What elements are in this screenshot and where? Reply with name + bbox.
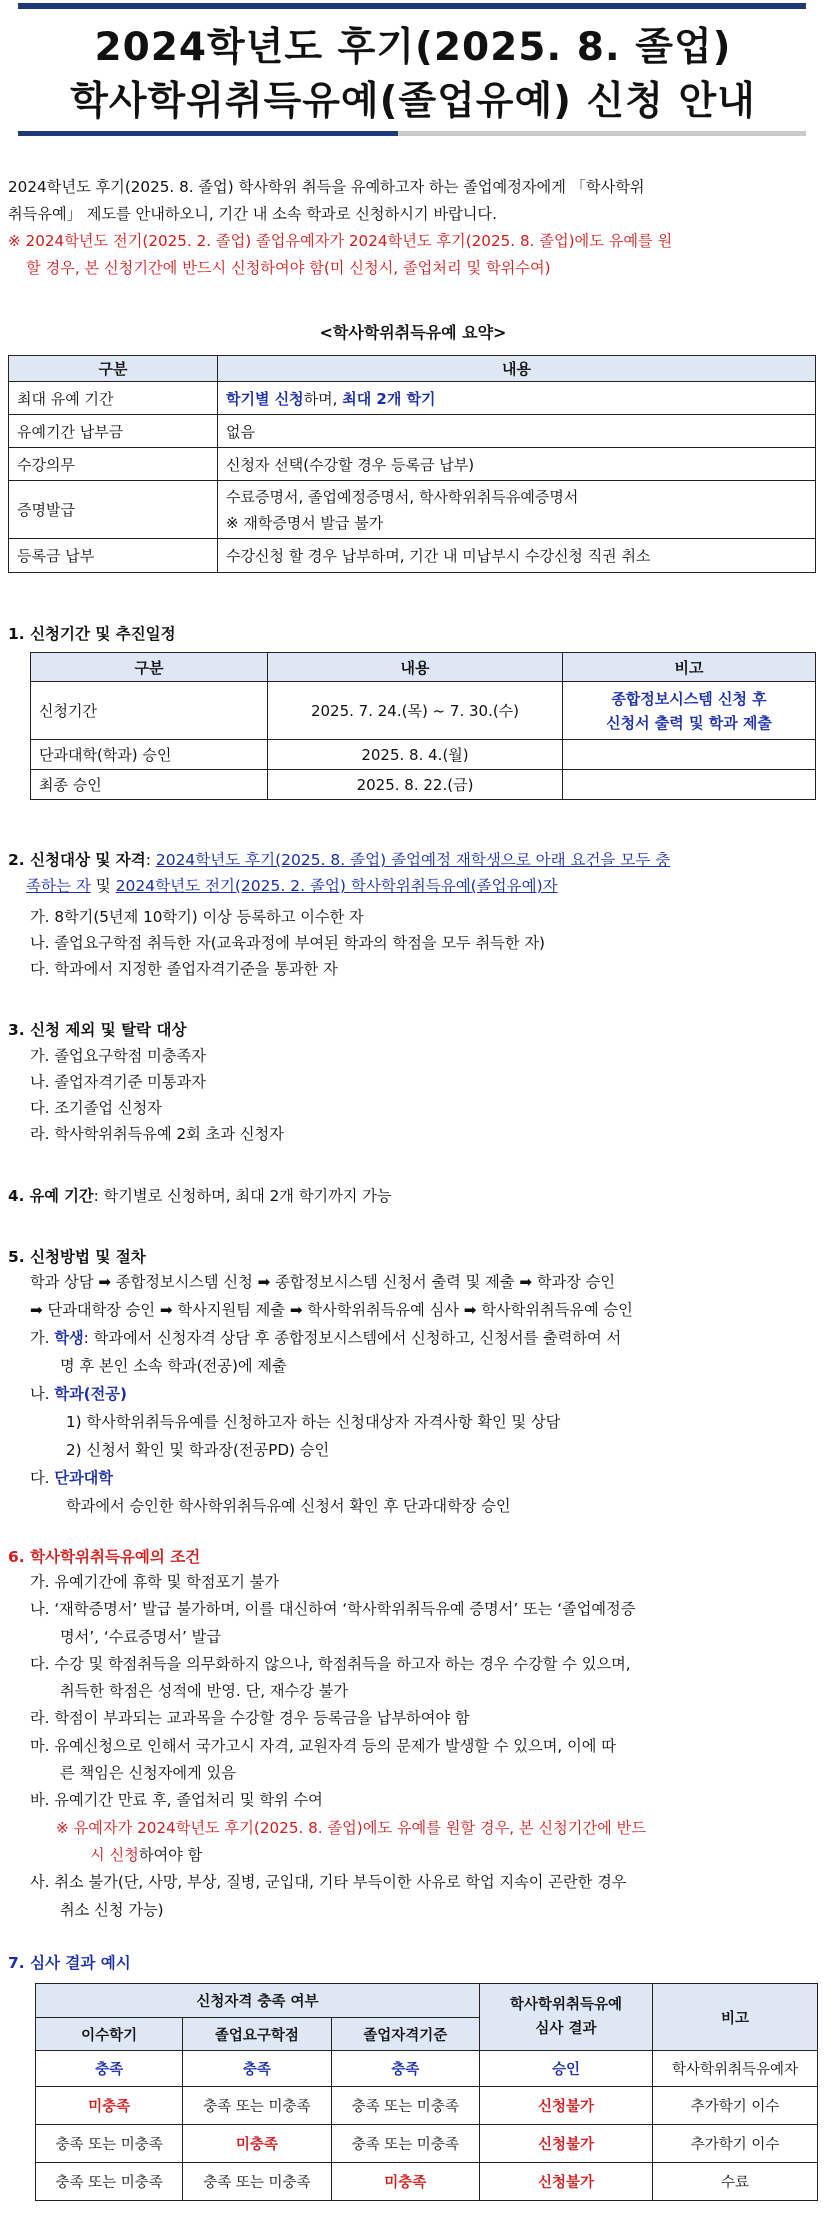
section-6-list (30, 1569, 820, 1924)
section-2-title: 2. 신청대상 및 자격: 2024학년도 후기(2025. 8. 졸업) 졸업예정 재학생으로 아래 요건을 모두 충 족하는 자 및 2024학년도 전기(2025. 2. 졸업) 학사학위취득유예(졸업유예)자 (8, 851, 671, 895)
schedule-label: 최종 승인 (31, 770, 268, 800)
summary-value: 수강신청 할 경우 납부하며, 기간 내 미납부시 수강신청 직권 취소 (218, 539, 816, 573)
summary-value: 수료증명서, 졸업예정증명서, 학사학위취득유예증명서 ※ 재학증명서 발급 불가 (218, 481, 816, 539)
summary-label: 수강의무 (9, 448, 218, 481)
list-item: 명서’, ‘수료증명서’ 발급 (60, 1627, 222, 1646)
process-flow: ➡ 단과대학장 승인 ➡ 학사지원팀 제출 ➡ 학사학위취득유예 심사 ➡ 학사학위취득유예 승인 (30, 1301, 633, 1319)
section-5-body (30, 1268, 820, 1520)
section-4: 4. 유예 기간: 학기별로 신청하며, 최대 2개 학기까지 가능 (8, 1187, 392, 1205)
list-item: 명 후 본인 소속 학과(전공)에 제출 (60, 1357, 287, 1375)
section-7-title: 7. 심사 결과 예시 (8, 1954, 131, 1972)
schedule-header: 비고 (563, 653, 816, 682)
list-item: 마. 유예신청으로 인해서 국가고시 자격, 교원자격 등의 문제가 발생할 수 있으며, 이에 따 (30, 1736, 616, 1755)
top-divider (18, 3, 806, 9)
table-row: 충족 충족 충족 승인 학사학위취득유예자 (36, 2051, 818, 2087)
section-1-title: 1. 신청기간 및 추진일정 (8, 625, 176, 643)
review-header: 졸업요구학점 (183, 2018, 331, 2051)
summary-label: 등록금 납부 (9, 539, 218, 573)
list-item: 다. 수강 및 학점취득을 의무화하지 않으나, 학점취득을 하고자 하는 경우 수강할 수 있으며, (30, 1654, 631, 1673)
schedule-value: 2025. 8. 4.(월) (268, 740, 563, 770)
list-item: 나. 졸업자격기준 미통과자 (30, 1073, 206, 1091)
title-divider-dark (18, 131, 398, 136)
schedule-label: 단과대학(학과) 승인 (31, 740, 268, 770)
list-item: 라. 학사학위취득유예 2회 초과 신청자 (30, 1125, 284, 1143)
list-item: 취득한 학점은 성적에 반영. 단, 재수강 불가 (60, 1682, 349, 1701)
list-item: 가. 유예기간에 휴학 및 학점포기 불가 (30, 1573, 280, 1591)
review-header: 졸업자격기준 (331, 2018, 479, 2051)
summary-label: 유예기간 납부금 (9, 415, 218, 448)
list-item: 가. 8학기(5년제 10학기) 이상 등록하고 이수한 자 (30, 908, 364, 926)
list-item: 라. 학점이 부과되는 교과목을 수강할 경우 등록금을 납부하여야 함 (30, 1709, 470, 1728)
list-note: ※ 유예자가 2024학년도 후기(2025. 8. 졸업)에도 유예를 원할 경우, 본 신청기간에 반드 (56, 1818, 646, 1837)
list-item: 학과에서 승인한 학사학위취득유예 신청서 확인 후 단과대학장 승인 (66, 1497, 511, 1515)
list-item: 다. 학과에서 지정한 졸업자격기준을 통과한 자 (30, 960, 338, 978)
summary-value: 신청자 선택(수강할 경우 등록금 납부) (218, 448, 816, 481)
schedule-label: 신청기간 (31, 682, 268, 740)
list-item: 가. 졸업요구학점 미충족자 (30, 1047, 206, 1065)
list-item: 2) 신청서 확인 및 학과장(전공PD) 승인 (66, 1441, 330, 1459)
summary-label: 증명발급 (9, 481, 218, 539)
summary-header: 내용 (218, 356, 816, 382)
intro-paragraph (8, 174, 818, 282)
section-2-list (30, 904, 820, 982)
schedule-note: 종합정보시스템 신청 후 신청서 출력 및 학과 제출 (563, 682, 816, 740)
list-item: 나. 학과(전공) (30, 1385, 127, 1403)
review-header: 신청자격 충족 여부 (36, 1984, 480, 2018)
section-6-title: 6. 학사학위취득유예의 조건 (8, 1548, 201, 1566)
intro-line: 취득유예」 제도를 안내하오니, 기간 내 소속 학과로 신청하시기 바랍니다. (8, 205, 497, 223)
review-result-table (35, 1983, 818, 2201)
table-row: 미충족 충족 또는 미충족 충족 또는 미충족 신청불가 추가학기 이수 (36, 2087, 818, 2125)
section-5-title: 5. 신청방법 및 절차 (8, 1248, 146, 1266)
list-item: 른 책임은 신청자에게 있음 (60, 1764, 236, 1783)
intro-note: 할 경우, 본 신청기간에 반드시 신청하여야 함(미 신청시, 졸업처리 및 학위수여) (26, 259, 551, 277)
schedule-header: 내용 (268, 653, 563, 682)
schedule-value: 2025. 7. 24.(목) ~ 7. 30.(수) (268, 682, 563, 740)
schedule-header: 구분 (31, 653, 268, 682)
intro-note: ※ 2024학년도 전기(2025. 2. 졸업) 졸업유예자가 2024학년도 후기(2025. 8. 졸업)에도 유예를 원 (8, 232, 673, 250)
list-item: 다. 단과대학 (30, 1469, 114, 1487)
section-3-title: 3. 신청 제외 및 탈락 대상 (8, 1021, 187, 1039)
summary-header: 구분 (9, 356, 218, 382)
title-divider-light (398, 131, 806, 136)
list-item: 나. ‘재학증명서’ 발급 불가하며, 이를 대신하여 ‘학사학위취득유예 증명서’ 또는 ‘졸업예정증 (30, 1600, 636, 1619)
list-item: 취소 신청 가능) (60, 1900, 164, 1919)
list-note: 시 신청하여야 함 (90, 1845, 203, 1864)
list-item: 나. 졸업요구학점 취득한 자(교육과정에 부여된 학과의 학점을 모두 취득한 자) (30, 934, 545, 952)
table-row: 충족 또는 미충족 미충족 충족 또는 미충족 신청불가 추가학기 이수 (36, 2125, 818, 2163)
summary-table (8, 355, 816, 573)
schedule-note (563, 770, 816, 800)
process-flow: 학과 상담 ➡ 종합정보시스템 신청 ➡ 종합정보시스템 신청서 출력 및 제출 ➡ 학과장 승인 (30, 1273, 616, 1291)
list-item: 가. 학생: 학과에서 신청자격 상담 후 종합정보시스템에서 신청하고, 신청서를 출력하여 서 (30, 1329, 622, 1347)
list-item: 다. 조기졸업 신청자 (30, 1099, 162, 1117)
schedule-value: 2025. 8. 22.(금) (268, 770, 563, 800)
intro-line: 2024학년도 후기(2025. 8. 졸업) 학사학위 취득을 유예하고자 하는 졸업예정자에게 「학사학위 (8, 178, 645, 196)
schedule-table (30, 652, 816, 800)
list-item: 바. 유예기간 만료 후, 졸업처리 및 학위 수여 (30, 1791, 323, 1810)
summary-value: 없음 (218, 415, 816, 448)
page-title-line1: 2024학년도 후기(2025. 8. 졸업) (94, 25, 732, 70)
review-header: 학사학위취득유예 심사 결과 (479, 1984, 652, 2051)
review-header: 이수학기 (36, 2018, 183, 2051)
list-item: 1) 학사학위취득유예를 신청하고자 하는 신청대상자 자격사항 확인 및 상담 (66, 1413, 561, 1431)
summary-label: 최대 유예 기간 (9, 382, 218, 415)
page-title-line2: 학사학위취득유예(졸업유예) 신청 안내 (70, 79, 756, 124)
list-item: 사. 취소 불가(단, 사망, 부상, 질병, 군입대, 기타 부득이한 사유로 학업 지속이 곤란한 경우 (30, 1873, 627, 1892)
review-header: 비고 (653, 1984, 818, 2051)
table-row: 충족 또는 미충족 충족 또는 미충족 미충족 신청불가 수료 (36, 2163, 818, 2201)
summary-caption: <학사학위취득유예 요약> (319, 323, 507, 342)
section-3-list (30, 1043, 820, 1147)
summary-value: 학기별 신청하며, 최대 2개 학기 (218, 382, 816, 415)
schedule-note (563, 740, 816, 770)
